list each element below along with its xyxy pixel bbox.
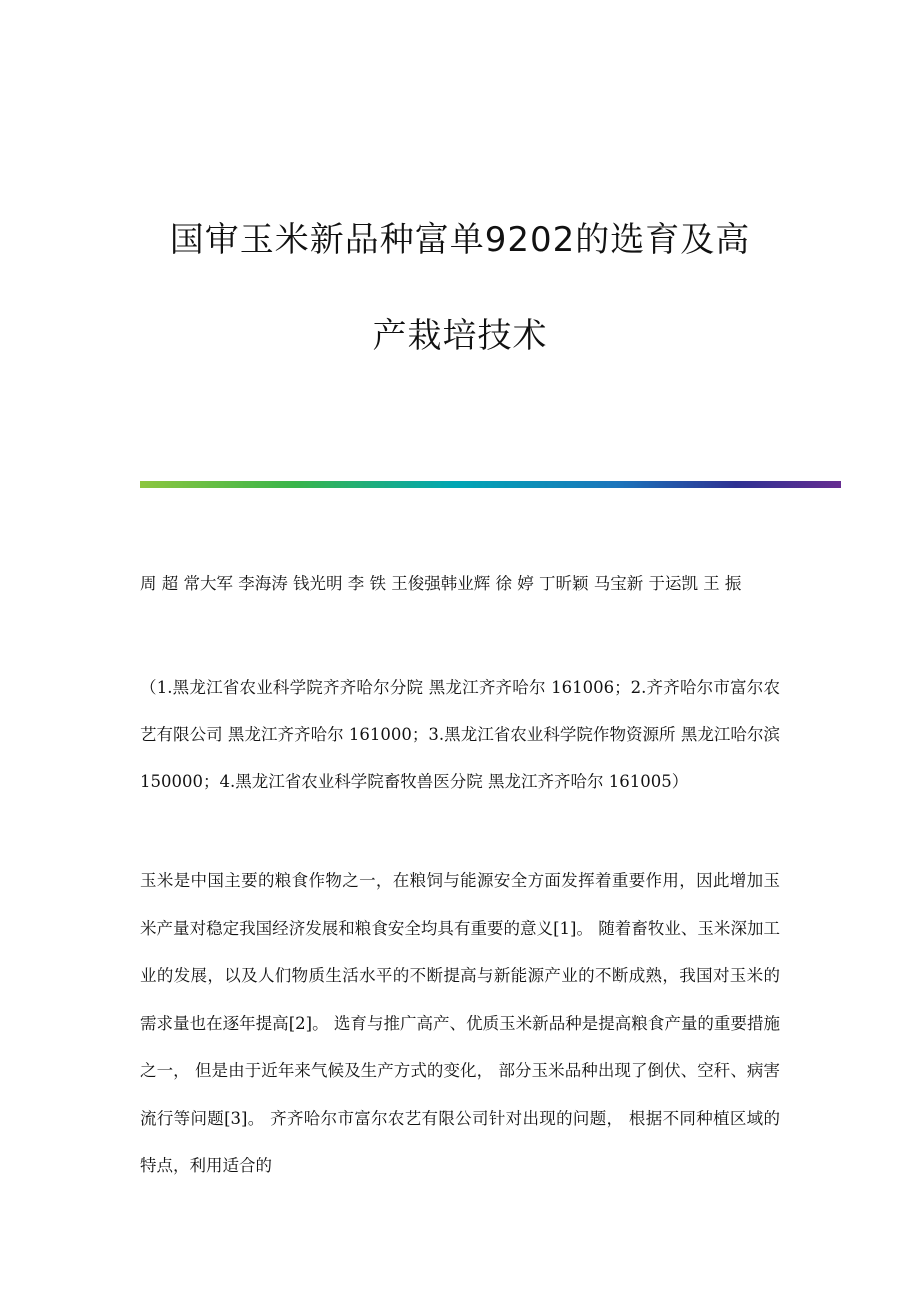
author-affiliations: （1.黑龙江省农业科学院齐齐哈尔分院 黑龙江齐齐哈尔 161006；2.齐齐哈尔市富尔农艺有限公司 黑龙江齐齐哈尔 161000；3.黑龙江省农业科学院作物资源所 黑龙江哈尔滨 150000；4.黑龙江省农业科学院畜牧兽医分院 黑龙江齐齐哈尔 161005） <box>140 678 780 791</box>
paper-title-line-2: 产栽培技术 <box>372 316 548 356</box>
title-divider-rule <box>140 481 841 488</box>
paper-title-line-1: 国审玉米新品种富单9202的选育及高 <box>169 220 751 260</box>
author-list: 周 超 常大军 李海涛 钱光明 李 铁 王俊强韩业辉 徐 婷 丁昕颖 马宝新 于运凯 王 振 <box>140 574 742 593</box>
body-paragraph: 玉米是中国主要的粮食作物之一，在粮饲与能源安全方面发挥着重要作用，因此增加玉米产量对稳定我国经济发展和粮食安全均具有重要的意义[1]。 随着畜牧业、玉米深加工业的发展，以及人们物质生活水平的不断提高与新能源产业的不断成熟，我国对玉米的需求量也在逐年提高[2]。 选育与推广高产、优质玉米新品种是提高粮食产量的重要措施之一， 但是由于近年来气候及生产方式的变化， 部分玉米品种出现了倒伏、空秆、病害流行等问题[3]。 齐齐哈尔市富尔农艺有限公司针对出现的问题， 根据不同种植区域的特点，利用适合的 <box>140 871 780 1175</box>
